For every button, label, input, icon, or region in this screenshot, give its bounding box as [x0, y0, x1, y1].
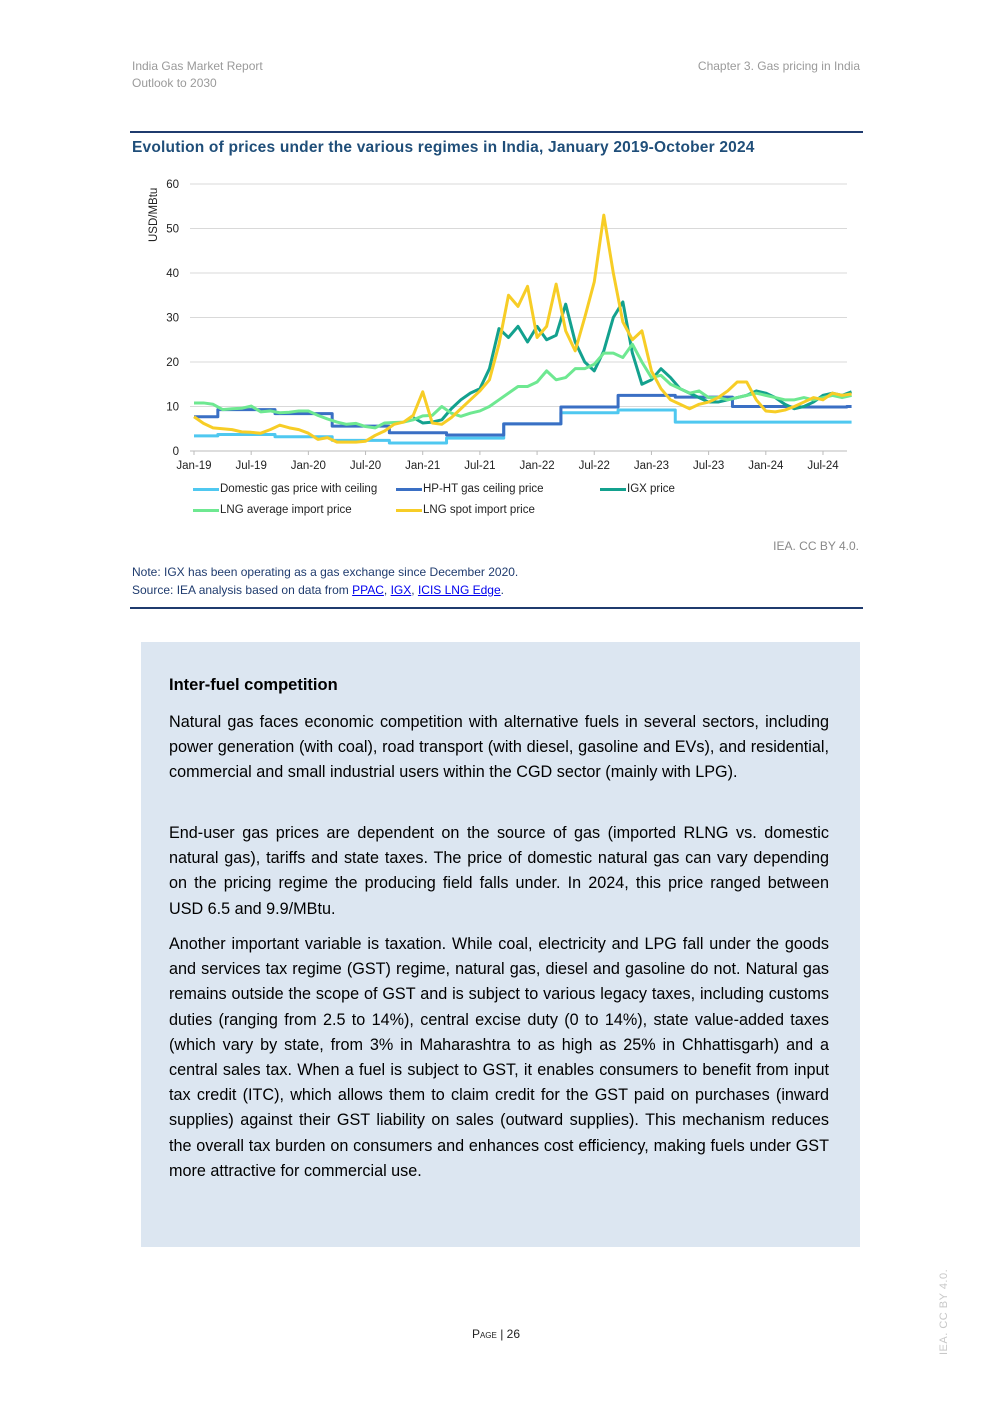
y-tick-label: 10: [166, 401, 179, 414]
x-tick-label: Jan-21: [405, 460, 441, 470]
x-tick-label: Jan-19: [176, 460, 212, 470]
legend-label: HP-HT gas ceiling price: [423, 483, 544, 495]
figure-top-rule: [130, 131, 863, 133]
x-tick-label: Jan-22: [519, 460, 555, 470]
y-tick-label: 20: [166, 357, 179, 369]
y-tick-label: 0: [172, 446, 179, 458]
source-sep: .: [500, 583, 504, 597]
legend-swatch: [600, 488, 626, 491]
x-tick-label: Jan-23: [633, 460, 670, 470]
price-chart: [130, 170, 860, 530]
y-tick-label: 50: [166, 223, 179, 236]
link-igx[interactable]: IGX: [390, 583, 412, 597]
figure-credit: IEA. CC BY 4.0.: [773, 539, 859, 553]
y-tick-label: 40: [166, 268, 179, 280]
x-tick-label: Jul-24: [807, 460, 839, 470]
legend-item-hpht: [396, 483, 544, 495]
legend-item-igx: [600, 483, 675, 495]
source-sep: ,: [383, 583, 391, 597]
chart-plot: [130, 170, 860, 470]
y-axis-label: USD/MBtu: [148, 187, 160, 242]
legend-label: Domestic gas price with ceiling: [220, 483, 378, 495]
legend-swatch: [193, 509, 219, 512]
box-paragraph: Natural gas faces economic competition with alternative fuels in several sectors, including power generation (with coal), road transport (with diesel, gasoline and EVs), and residential, commercial and small industrial users within the CGD sector (mainly with LPG).: [169, 713, 829, 782]
legend-label: IGX price: [627, 483, 675, 495]
y-tick-label: 60: [166, 179, 179, 191]
link-ppac[interactable]: PPAC: [352, 583, 384, 597]
page-number-value: 26: [506, 1327, 521, 1341]
figure-title: Evolution of prices under the various regimes in India, January 2019-October 2024: [132, 139, 755, 156]
page-sep: |: [496, 1327, 507, 1341]
license-watermark: IEA. CC BY 4.0.: [938, 1268, 950, 1355]
legend-item-lng-spot: [396, 504, 535, 516]
source-sep: ,: [411, 583, 418, 597]
legend-swatch: [396, 509, 422, 512]
series-line-lng-spot-import-price: [194, 215, 852, 442]
y-tick-label: 30: [166, 312, 179, 325]
x-tick-label: Jan-24: [748, 460, 784, 470]
box-heading: Inter-fuel competition: [169, 676, 338, 694]
legend-item-lng-average: [193, 504, 352, 516]
x-tick-label: Jul-22: [578, 460, 610, 470]
report-title-header: [132, 58, 263, 92]
page-number: [0, 1327, 992, 1341]
legend-swatch: [396, 488, 422, 491]
x-tick-label: Jan-20: [290, 460, 326, 470]
box-paragraph: End-user gas prices are dependent on the source of gas (imported RLNG vs. domestic natural gas), tariffs and state taxes. The price of domestic natural gas can vary depending on the pricing regime the producing field falls under. In 2024, this price ranged between USD 6.5 and 9.9/MBtu.: [169, 824, 829, 918]
legend-swatch: [193, 488, 219, 491]
figure-note: Note: IGX has been operating as a gas exchange since December 2020.: [132, 565, 519, 579]
x-tick-label: Jul-20: [349, 460, 382, 470]
x-tick-label: Jul-21: [464, 460, 496, 470]
figure-bottom-rule: [130, 607, 863, 609]
source-prefix: Source: IEA analysis based on data from: [132, 583, 353, 597]
legend-label: LNG average import price: [220, 504, 352, 516]
report-subtitle: Outlook to 2030: [132, 76, 217, 90]
page-label: Page: [471, 1327, 497, 1341]
inter-fuel-competition-box: [141, 642, 860, 1247]
x-tick-label: Jul-19: [235, 460, 267, 470]
legend-label: LNG spot import price: [423, 504, 535, 516]
box-paragraph: Another important variable is taxation. While coal, electricity and LPG fall under the goods and services tax regime (GST) regime, natural gas, diesel and gasoline do not. Natural gas remains outside the scope of GST and is subject to various legacy taxes, including customs duties (ranging from 2.5 to 14%), central excise duty (0 to 14%), state value-added taxes (which vary by state, from 3% in Maharashtra to as high as 25% in Chhattisgarh) and a central sales tax. When a fuel is subject to GST, it enables consumers to benefit from input tax credit (ITC), which allows them to claim credit for the GST paid on purchases (inward supplies) against their GST liability on sales (outward supplies). This mechanism reduces the overall tax burden on consumers and enhances cost efficiency, making fuels under GST more attractive for commercial use.: [169, 935, 829, 1180]
figure-source: [132, 583, 504, 597]
legend-item-domestic: [193, 483, 377, 495]
chapter-header: Chapter 3. Gas pricing in India: [697, 59, 860, 73]
x-tick-label: Jul-23: [692, 460, 725, 470]
link-icis-lng-edge[interactable]: ICIS LNG Edge: [417, 583, 501, 597]
series-line-lng-average-import-price: [194, 344, 852, 428]
report-name: India Gas Market Report: [132, 59, 263, 73]
